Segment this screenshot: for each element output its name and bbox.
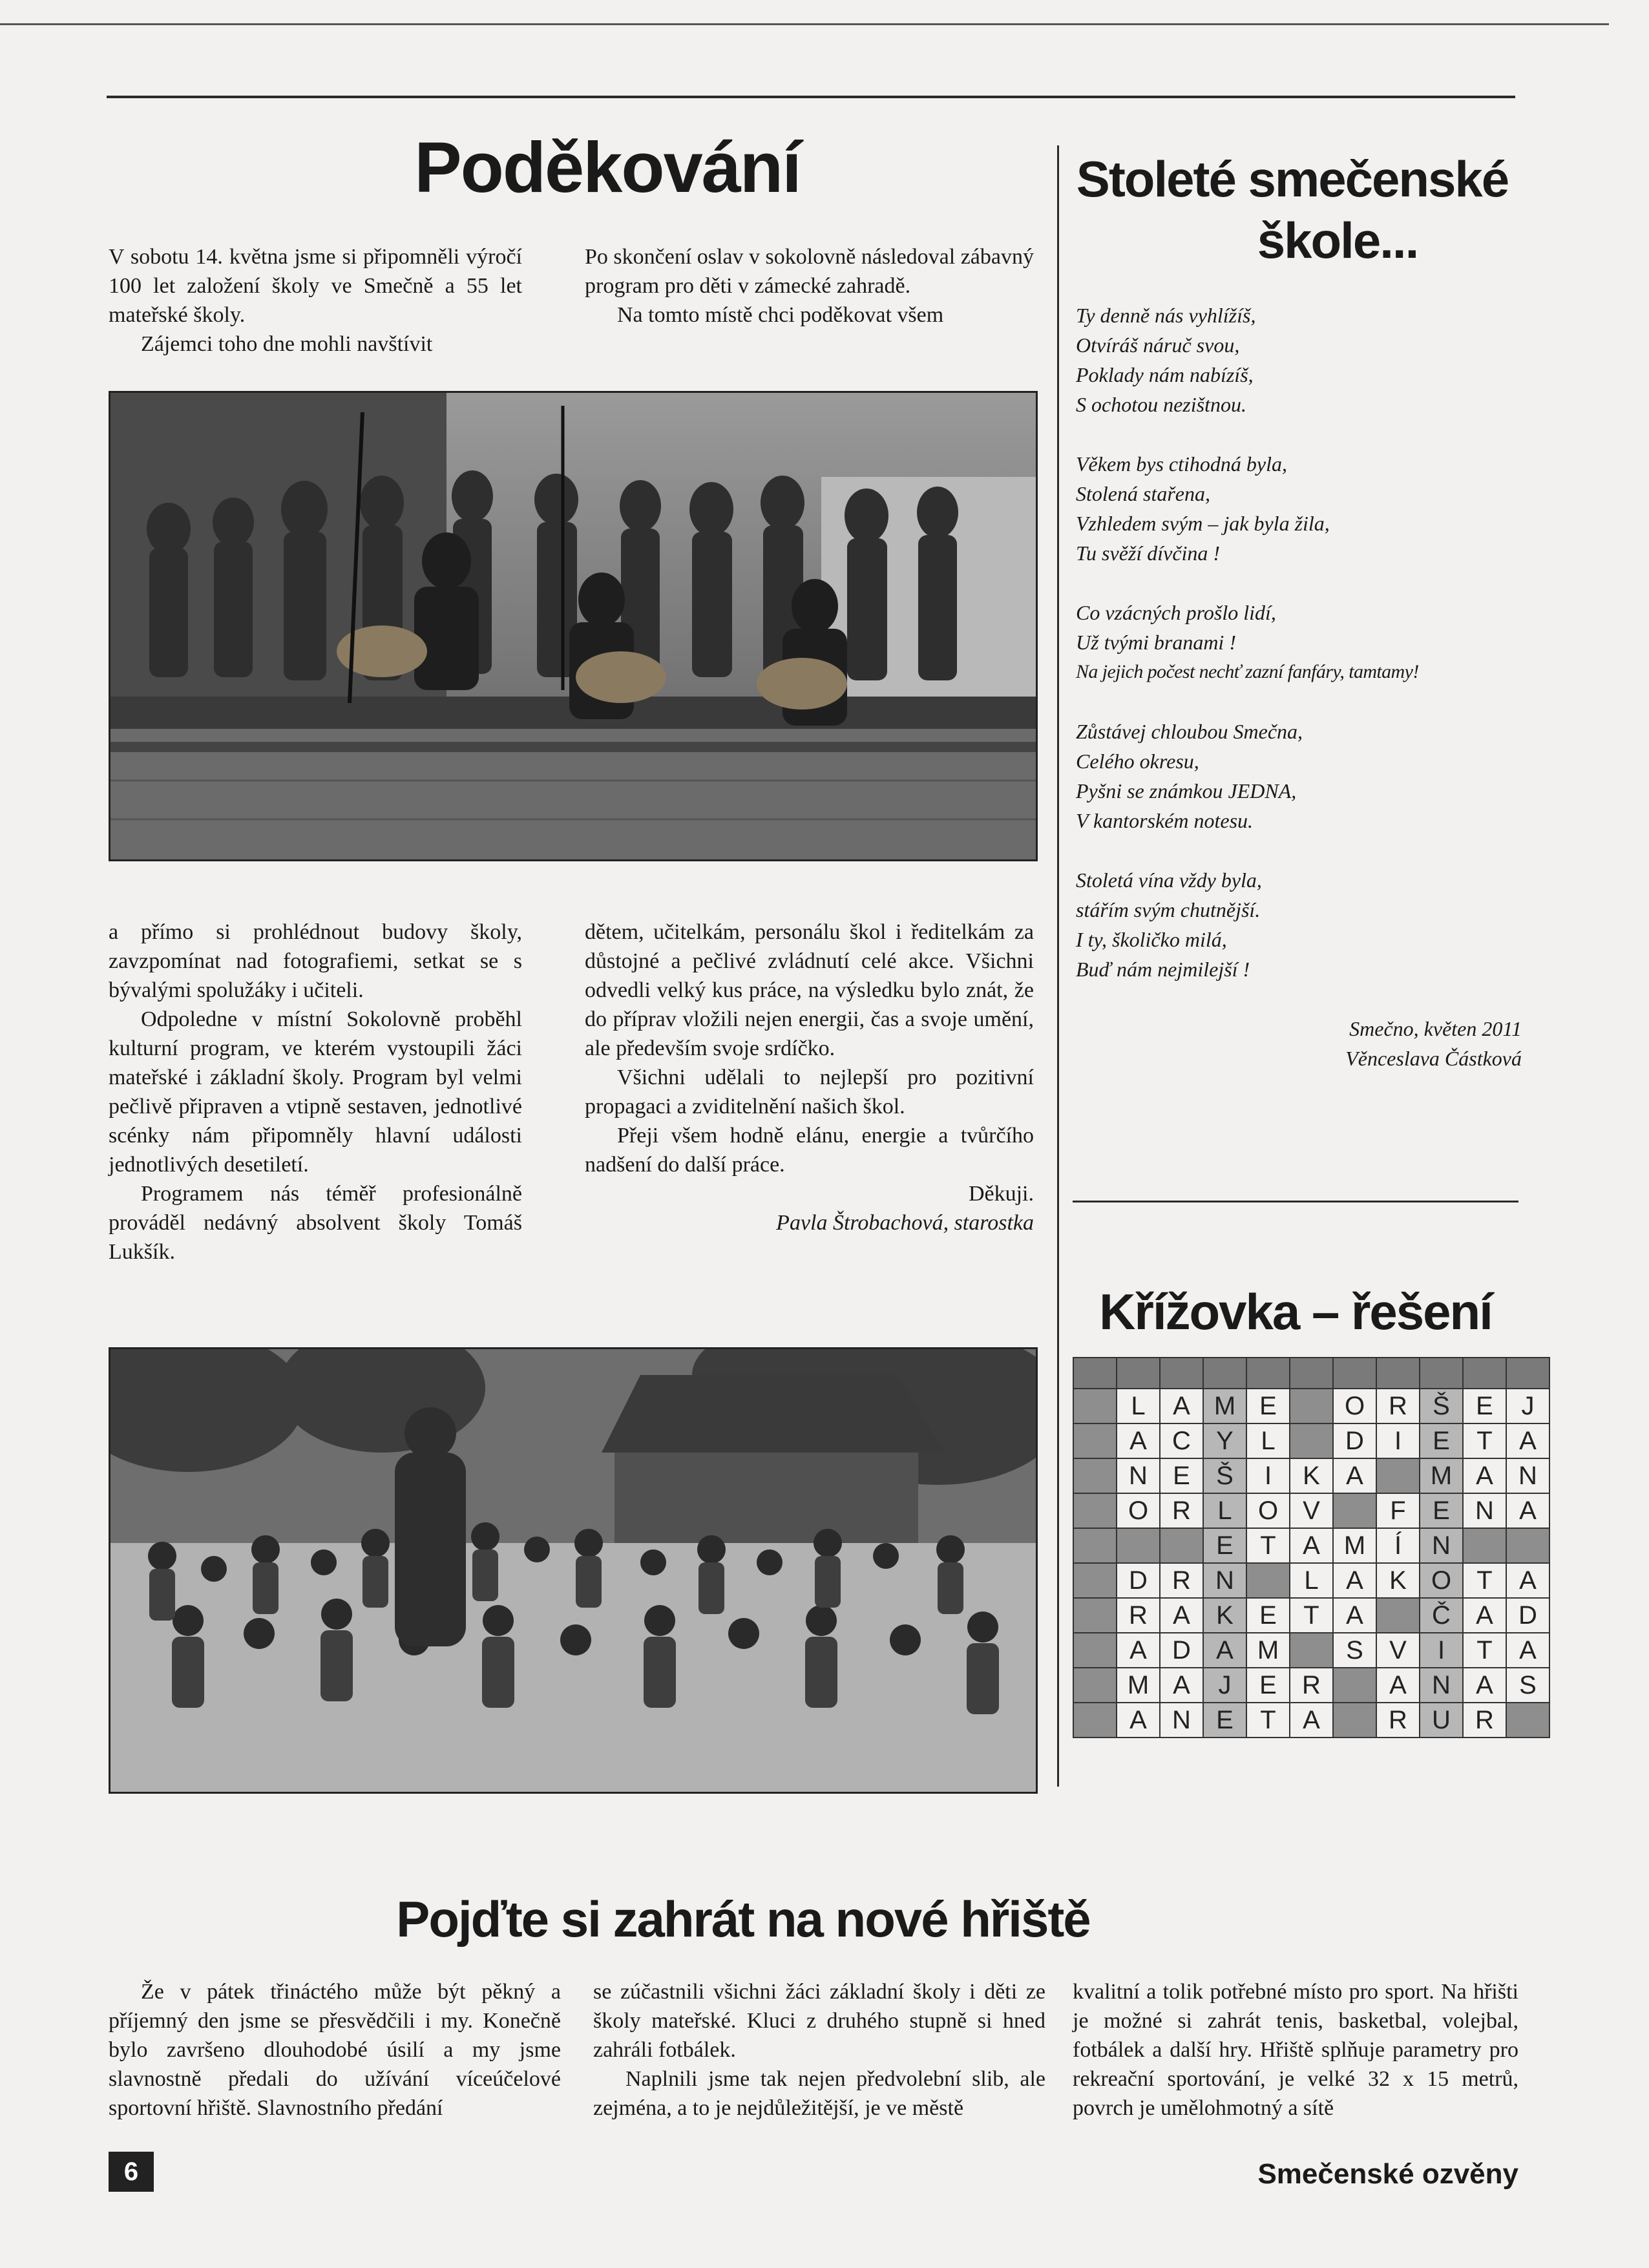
crossword-clue-cell — [1073, 1703, 1117, 1738]
poem-stanza — [1076, 865, 1522, 984]
poem-place-date: Smečno, květen 2011 — [1349, 1017, 1522, 1040]
crossword-clue-cell — [1073, 1668, 1117, 1703]
poem-line: Stoletá vína vždy byla, — [1076, 868, 1262, 892]
paragraph: se zúčastnili všichni žáci základní školy i děti ze školy mateřské. Kluci z druhého stupně si hned zahráli fotbálek. — [593, 1980, 1045, 2062]
crossword-row — [1073, 1668, 1549, 1703]
poem-line: Zůstávej chloubou Smečna, — [1076, 720, 1303, 743]
crossword-cell: N — [1117, 1458, 1160, 1493]
crossword-grid — [1073, 1357, 1550, 1738]
article-col1-bottom — [109, 918, 522, 1266]
crossword-clue-cell — [1073, 1358, 1117, 1389]
paragraph: Po skončení oslav v sokolovně následoval zábavný program pro děti v zámecké zahradě. — [585, 245, 1034, 298]
crossword-cell: Š — [1420, 1389, 1463, 1423]
poem-body — [1076, 300, 1522, 1073]
crossword-cell: E — [1420, 1423, 1463, 1458]
crossword-cell: I — [1246, 1458, 1290, 1493]
crossword-cell: M — [1117, 1668, 1160, 1703]
poem-line: V kantorském notesu. — [1076, 809, 1254, 832]
crossword-cell: E — [1203, 1703, 1246, 1738]
crossword-cell: K — [1203, 1598, 1246, 1633]
crossword-cell: M — [1333, 1528, 1376, 1563]
crossword-cell: E — [1246, 1668, 1290, 1703]
crossword-cell: D — [1160, 1633, 1203, 1668]
paragraph: Všichni udělali to nejlepší pro pozitivní propagaci a zviditelnění našich škol. — [585, 1066, 1034, 1118]
paragraph: a přímo si prohlédnout budovy školy, zavzpomínat nad fotografiemi, setkat se s bývalými spolužáky i učiteli. — [109, 920, 522, 1002]
crossword-row — [1073, 1493, 1549, 1528]
crossword-cell: A — [1117, 1703, 1160, 1738]
crossword-cell: O — [1246, 1493, 1290, 1528]
crossword-cell: Č — [1420, 1598, 1463, 1633]
crossword-clue-cell — [1073, 1423, 1117, 1458]
article-col2-top — [585, 242, 1034, 330]
crossword-cell: A — [1290, 1528, 1333, 1563]
poem-stanza — [1076, 449, 1522, 568]
poem-stanza — [1076, 300, 1522, 419]
column-divider — [1057, 145, 1059, 1787]
crossword-row — [1073, 1458, 1549, 1493]
crossword-cell: Y — [1203, 1423, 1246, 1458]
crossword-clue-cell — [1117, 1358, 1160, 1389]
poem-line: Na jejich počest nechť zazní fanfáry, tamtamy! — [1076, 661, 1419, 682]
paragraph: V sobotu 14. května jsme si připomněli výročí 100 let založení školy ve Smečně a 55 let mateřské školy. — [109, 245, 522, 327]
crossword-clue-cell — [1506, 1703, 1549, 1738]
crossword-clue-cell — [1333, 1493, 1376, 1528]
crossword-cell: S — [1506, 1668, 1549, 1703]
crossword-cell: L — [1246, 1423, 1290, 1458]
crossword-row — [1073, 1563, 1549, 1598]
crossword-cell: N — [1463, 1493, 1506, 1528]
paragraph: Na tomto místě chci poděkovat všem — [617, 303, 944, 327]
crossword-cell: A — [1160, 1389, 1203, 1423]
poem-line: Už tvými branami ! — [1076, 631, 1236, 654]
poem-line: Tu svěží dívčina ! — [1076, 541, 1221, 565]
thanks-line: Děkuji. — [968, 1182, 1034, 1206]
crossword-cell: A — [1333, 1563, 1376, 1598]
article-col2-bottom — [585, 918, 1034, 1237]
crossword-clue-cell — [1290, 1423, 1333, 1458]
crossword-cell: M — [1420, 1458, 1463, 1493]
crossword-row — [1073, 1423, 1549, 1458]
crossword-cell: A — [1506, 1493, 1549, 1528]
crossword-cell: L — [1117, 1389, 1160, 1423]
crossword-cell: E — [1246, 1389, 1290, 1423]
article-col1-top — [109, 242, 522, 359]
crossword-row — [1073, 1528, 1549, 1563]
poem-line: Stolená stařena, — [1076, 482, 1210, 505]
paragraph: Odpoledne v místní Sokolovně proběhl kulturní program, ve kterém vystoupili žáci mateřské i základní školy. Program byl velmi pečlivě připraven a vtipně sestaven, jednotlivé scénky nám připomněly hlavní události jednotlivých desetiletí. — [109, 1007, 522, 1177]
paragraph: Naplnili jsme tak nejen předvolební slib, ale zejména, a to je nejdůležitější, je ve městě — [593, 2067, 1045, 2120]
article-title: Poděkování — [414, 128, 801, 207]
crossword-cell: A — [1506, 1563, 1549, 1598]
crossword-cell: L — [1290, 1563, 1333, 1598]
crossword-cell: T — [1246, 1703, 1290, 1738]
crossword-cell: T — [1290, 1598, 1333, 1633]
poem-line: Buď nám nejmilejší ! — [1076, 958, 1250, 981]
crossword-clue-cell — [1073, 1633, 1117, 1668]
magazine-name: Smečenské ozvěny — [1257, 2158, 1518, 2190]
crossword-cell: N — [1160, 1703, 1203, 1738]
crossword-cell: A — [1463, 1598, 1506, 1633]
crossword-cell: A — [1160, 1598, 1203, 1633]
poem-line: Vzhledem svým – jak byla žila, — [1076, 512, 1330, 535]
crossword-row — [1073, 1389, 1549, 1423]
crossword-cell: N — [1203, 1563, 1246, 1598]
crossword-cell: J — [1506, 1389, 1549, 1423]
crossword-cell: E — [1203, 1528, 1246, 1563]
poem-line: S ochotou nezištnou. — [1076, 393, 1246, 416]
poem-author: Věnceslava Částková — [1345, 1047, 1522, 1070]
crossword-cell: N — [1420, 1528, 1463, 1563]
page-top-line — [0, 23, 1609, 25]
crossword-cell: A — [1506, 1633, 1549, 1668]
crossword-clue-cell — [1463, 1528, 1506, 1563]
crossword-row — [1073, 1703, 1549, 1738]
crossword-cell: T — [1463, 1423, 1506, 1458]
crossword-clue-cell — [1160, 1358, 1203, 1389]
crossword-cell: S — [1333, 1633, 1376, 1668]
crossword-cell: M — [1203, 1389, 1246, 1423]
crossword-row — [1073, 1633, 1549, 1668]
crossword-cell: R — [1290, 1668, 1333, 1703]
crossword-cell: A — [1117, 1633, 1160, 1668]
crossword-cell: A — [1333, 1598, 1376, 1633]
crossword-cell: Í — [1376, 1528, 1420, 1563]
article2-col2 — [593, 1977, 1045, 2123]
crossword-cell: A — [1506, 1423, 1549, 1458]
crossword-clue-cell — [1203, 1358, 1246, 1389]
crossword-clue-cell — [1376, 1458, 1420, 1493]
crossword-clue-cell — [1333, 1668, 1376, 1703]
poem-line: Otvíráš náruč svou, — [1076, 333, 1240, 357]
article2-col3 — [1073, 1977, 1518, 2123]
crossword-clue-row — [1073, 1358, 1549, 1389]
crossword-cell: R — [1376, 1389, 1420, 1423]
crossword-clue-cell — [1117, 1528, 1160, 1563]
crossword-cell: R — [1463, 1703, 1506, 1738]
crossword-cell: A — [1203, 1633, 1246, 1668]
crossword-clue-cell — [1506, 1358, 1549, 1389]
poem-line: I ty, školičko milá, — [1076, 928, 1227, 951]
crossword-clue-cell — [1246, 1358, 1290, 1389]
crossword-cell: A — [1463, 1458, 1506, 1493]
crossword-clue-cell — [1073, 1528, 1117, 1563]
crossword-cell: E — [1463, 1389, 1506, 1423]
crossword-cell: O — [1117, 1493, 1160, 1528]
crossword-cell: O — [1333, 1389, 1376, 1423]
paragraph: Že v pátek třináctého může být pěkný a příjemný den jsme se přesvědčili i my. Konečně bylo završeno dlouhodobé úsilí a my jsme slavnostně předali do užívání víceúčelové sportovní hřiště. Slavnostního předání — [109, 1980, 561, 2120]
paragraph: dětem, učitelkám, personálu škol i ředitelkám za důstojné a pečlivé zvládnutí celé akce. Všichni odvedli velký kus práce, na výsledku bylo znát, že do příprav vložili nejen energii, čas a svoje umění, ale především svoje srdíčko. — [585, 920, 1034, 1060]
crossword-cell: D — [1333, 1423, 1376, 1458]
crossword-clue-cell — [1246, 1563, 1290, 1598]
page-number: 6 — [109, 2152, 154, 2192]
paragraph: Programem nás téměř profesionálně prováděl nedávný absolvent školy Tomáš Lukšík. — [109, 1182, 522, 1264]
crossword-clue-cell — [1420, 1358, 1463, 1389]
crossword-clue-cell — [1376, 1358, 1420, 1389]
crossword-clue-cell — [1073, 1389, 1117, 1423]
poem-line: Věkem bys ctihodná byla, — [1076, 452, 1287, 476]
crossword-clue-cell — [1073, 1563, 1117, 1598]
poem-title — [1073, 149, 1512, 271]
crossword-cell: C — [1160, 1423, 1203, 1458]
crossword-cell: A — [1376, 1668, 1420, 1703]
signature: Pavla Štrobachová, starostka — [776, 1211, 1034, 1235]
crossword-clue-cell — [1506, 1528, 1549, 1563]
poem-line: Ty denně nás vyhlížíš, — [1076, 304, 1256, 327]
crossword-cell: T — [1246, 1528, 1290, 1563]
article2-col1 — [109, 1977, 561, 2123]
crossword-clue-cell — [1333, 1358, 1376, 1389]
crossword-clue-cell — [1073, 1458, 1117, 1493]
crossword-cell: A — [1333, 1458, 1376, 1493]
crossword-cell: Š — [1203, 1458, 1246, 1493]
crossword-clue-cell — [1290, 1389, 1333, 1423]
crossword-cell: N — [1420, 1668, 1463, 1703]
garden-photo — [109, 1347, 1038, 1794]
crossword-clue-cell — [1160, 1528, 1203, 1563]
poem-line: stářím svým chutnější. — [1076, 898, 1261, 921]
crossword-cell: K — [1290, 1458, 1333, 1493]
crossword-cell: J — [1203, 1668, 1246, 1703]
poem-line: Pyšni se známkou JEDNA, — [1076, 779, 1297, 803]
paragraph: Zájemci toho dne mohli navštívit — [141, 332, 433, 356]
crossword-title: Křížovka – řešení — [1099, 1283, 1492, 1340]
garden-photo-image — [110, 1349, 1036, 1792]
crossword-clue-cell — [1333, 1703, 1376, 1738]
crossword-cell: E — [1246, 1598, 1290, 1633]
paragraph: Přeji všem hodně elánu, energie a tvůrčího nadšení do další práce. — [585, 1124, 1034, 1177]
poem-title-line2: škole... — [1257, 212, 1418, 269]
poem-stanza — [1076, 717, 1522, 835]
crossword-cell: R — [1376, 1703, 1420, 1738]
crossword-cell: T — [1463, 1563, 1506, 1598]
crossword-cell: I — [1420, 1633, 1463, 1668]
crossword-cell: A — [1463, 1668, 1506, 1703]
crossword-clue-cell — [1290, 1633, 1333, 1668]
crossword-cell: E — [1420, 1493, 1463, 1528]
crossword-cell: V — [1376, 1633, 1420, 1668]
crossword-cell: K — [1376, 1563, 1420, 1598]
crossword-clue-cell — [1376, 1598, 1420, 1633]
poem-stanza — [1076, 598, 1522, 687]
crossword-cell: E — [1160, 1458, 1203, 1493]
poem-line: Celého okresu, — [1076, 750, 1199, 773]
crossword-cell: M — [1246, 1633, 1290, 1668]
crossword-cell: N — [1506, 1458, 1549, 1493]
poem-line: Poklady nám nabízíš, — [1076, 363, 1254, 386]
crossword-cell: L — [1203, 1493, 1246, 1528]
crossword-cell: U — [1420, 1703, 1463, 1738]
crossword-cell: A — [1117, 1423, 1160, 1458]
crossword-cell: R — [1160, 1493, 1203, 1528]
crossword-cell: A — [1160, 1668, 1203, 1703]
crossword-cell: D — [1117, 1563, 1160, 1598]
poem-line: Co vzácných prošlo lidí, — [1076, 601, 1276, 624]
crossword-cell: R — [1160, 1563, 1203, 1598]
crossword-cell: O — [1420, 1563, 1463, 1598]
article2-title: Pojďte si zahrát na nové hřiště — [396, 1891, 1090, 1948]
header-rule — [107, 96, 1515, 98]
crossword-cell: T — [1463, 1633, 1506, 1668]
stage-photo — [109, 391, 1038, 861]
crossword-row — [1073, 1598, 1549, 1633]
poem-separator — [1073, 1201, 1518, 1202]
crossword-cell: I — [1376, 1423, 1420, 1458]
crossword-clue-cell — [1073, 1598, 1117, 1633]
crossword-cell: R — [1117, 1598, 1160, 1633]
paragraph: kvalitní a tolik potřebné místo pro sport. Na hřišti je možné si zahrát tenis, basketbal, volejbal, fotbálek a další hry. Hřiště splňuje parametry pro rekreační sportování, je velké 32 x 15 metrů, povrch je umělohmotný a sítě — [1073, 1980, 1518, 2120]
crossword-clue-cell — [1290, 1358, 1333, 1389]
crossword-clue-cell — [1463, 1358, 1506, 1389]
crossword-cell: D — [1506, 1598, 1549, 1633]
crossword-cell: F — [1376, 1493, 1420, 1528]
poem-title-line1: Stoleté smečenské — [1076, 151, 1509, 207]
crossword-cell: V — [1290, 1493, 1333, 1528]
stage-photo-image — [110, 393, 1036, 859]
crossword-clue-cell — [1073, 1493, 1117, 1528]
crossword-cell: A — [1290, 1703, 1333, 1738]
